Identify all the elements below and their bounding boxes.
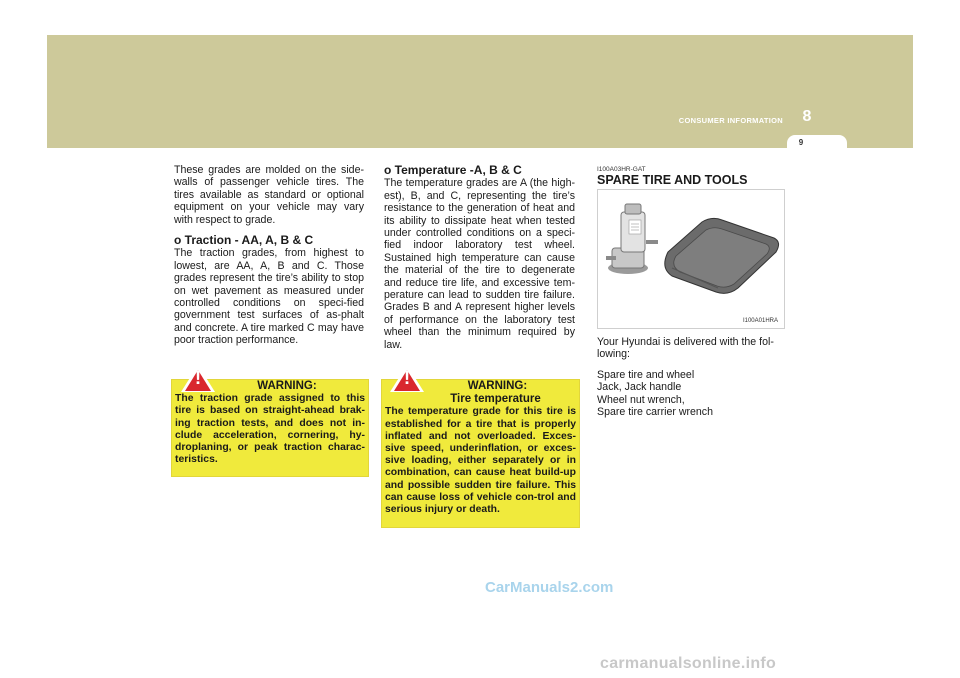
list-item: Spare tire carrier wrench [597,406,713,419]
delivery-intro: Your Hyundai is delivered with the fol-lowing: [597,336,774,361]
warning-title: WARNING: [467,380,528,392]
chapter-number: 8 [802,108,812,125]
figure-caption: I100A01HRA [742,318,778,324]
temperature-paragraph: The temperature grades are A (the high-est), B, and C, representing the tire’s resistance to the generation of heat and its ability to dissipate heat when tested under controlled conditions on a speci-fied indoor laboratory test wheel. Sustained high temperature can cause the material of the tire to degenerate and reduce tire life, and excessive tem-perature can lead to sudden tire failure. Grades B and A represent higher levels of performance on the laboratory test wheel than the minimum required by law. [384,177,575,351]
traction-warning-box [171,379,369,477]
temperature-heading: o Temperature -A, B & C [384,163,522,177]
warning-body: The temperature grade for this tire is established for a tire that is properly inflated and not overloaded. Exces-sive speed, underinflation, or exces-sive loading, either separately or in combination, can cause heat build-up and possible sudden tire failure. This can cause loss of vehicle con-trol and serious injury or death. [385,406,576,516]
temperature-warning-box [381,379,580,528]
list-item: Spare tire and wheel [597,368,695,381]
section-code: I100A03HR-GAT [597,166,646,173]
list-item: Wheel nut wrench, [597,393,685,406]
page-number: 9 [798,138,804,147]
header-band [47,35,913,148]
warning-title: WARNING: [257,380,317,392]
middle-column [384,164,575,359]
spare-tire-text [597,336,787,418]
warning-subtitle: Tire temperature [450,393,541,406]
watermark-carmanualsonline[interactable]: carmanualsonline.info [600,655,777,672]
tool-list [597,369,787,419]
warning-body: The traction grade assigned to this tire is based on straight-ahead brak-ing traction tests, and does not in-clude acceleration, cornering, hy-droplaning, or peak traction charac-teristics. [175,393,365,466]
watermark-carmanuals2[interactable]: CarManuals2.com [485,579,614,596]
list-item: Jack, Jack handle [597,381,682,394]
left-column [174,164,364,355]
spare-tire-title: SPARE TIRE AND TOOLS [597,173,748,187]
traction-paragraph: The traction grades, from highest to lowest, are AA, A, B and C. Those grades represent the tire’s ability to stop on wet pavement as measured under controlled conditions on speci-fied government test surfaces of as-phalt and concrete. A tire marked C may have poor traction performance. [174,247,364,347]
section-title: CONSUMER INFORMATION [678,116,783,125]
spare-tools-figure [597,189,785,329]
traction-heading: o Traction - AA, A, B & C [174,233,314,248]
bottle-jack-icon [598,190,784,328]
intro-paragraph: These grades are molded on the side-walls of passenger vehicle tires. The tires available as standard or optional equipment on your vehicle may vary with respect to grade. [174,164,364,226]
